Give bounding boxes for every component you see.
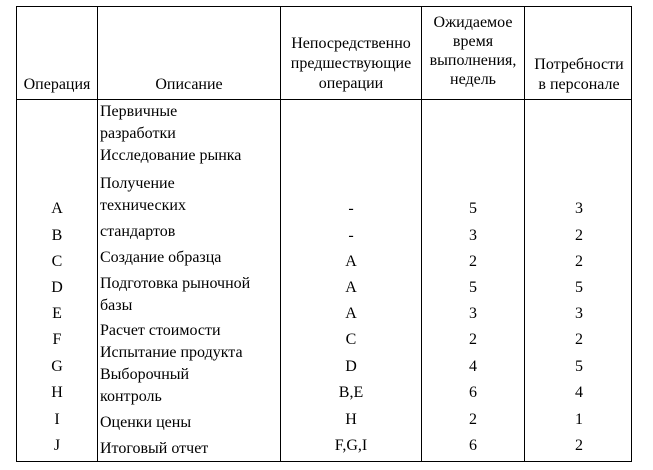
cell-time: 5 <box>469 279 477 296</box>
cell-time: 4 <box>469 358 477 375</box>
description-line: базы <box>100 297 133 314</box>
cell-staff: 2 <box>575 331 583 348</box>
header-predecessors <box>281 34 421 94</box>
table-row <box>17 383 633 405</box>
description-line: Итоговый отчет <box>100 440 209 457</box>
cell-op: A <box>51 200 63 217</box>
cell-pred: A <box>345 305 357 322</box>
description-line: Выборочный <box>100 366 190 383</box>
cell-op: D <box>51 279 63 296</box>
cell-pred: F,G,I <box>334 437 368 454</box>
description-line: Испытание продукта <box>100 344 243 361</box>
description-line: стандартов <box>100 223 176 240</box>
cell-op: B <box>51 227 63 244</box>
description-line: Получение <box>100 175 175 192</box>
cell-staff: 2 <box>575 227 583 244</box>
description-line: Подготовка рыночной <box>100 275 251 292</box>
header-predecessors-line: операции <box>318 75 384 92</box>
cell-staff: 5 <box>575 279 583 296</box>
cell-time: 6 <box>469 384 477 401</box>
description-line: Первичные <box>100 103 178 120</box>
cell-op: E <box>52 305 62 322</box>
cell-op: I <box>54 411 60 428</box>
cell-time: 6 <box>469 437 477 454</box>
cell-staff: 2 <box>575 437 583 454</box>
header-staff-line: Потребности <box>534 56 624 73</box>
cell-pred: A <box>345 279 357 296</box>
description-line: Исследование рынка <box>100 147 242 164</box>
description-line: разработки <box>100 125 176 142</box>
description-line: Создание образца <box>100 249 222 266</box>
cell-staff: 4 <box>575 384 583 401</box>
cell-staff: 3 <box>575 200 583 217</box>
cell-pred: - <box>348 200 354 217</box>
cell-time: 2 <box>469 331 477 348</box>
description-line: Оценки цены <box>100 414 192 431</box>
cell-time: 2 <box>469 411 477 428</box>
cell-pred: - <box>348 227 354 244</box>
header-time-line: выполнения, <box>429 52 517 69</box>
table-row <box>17 226 633 248</box>
cell-pred: A <box>345 253 357 270</box>
header-time-line: время <box>452 33 494 50</box>
header-expected-time <box>422 13 524 89</box>
table-row <box>17 357 633 379</box>
table-row <box>17 304 633 326</box>
header-description: Описание <box>155 76 223 93</box>
cell-staff: 1 <box>575 411 583 428</box>
table-row <box>17 278 633 300</box>
table-row <box>17 199 633 221</box>
cell-staff: 2 <box>575 253 583 270</box>
cell-pred: H <box>345 411 357 428</box>
cell-time: 5 <box>469 200 477 217</box>
cell-time: 3 <box>469 305 477 322</box>
cell-op: C <box>51 253 63 270</box>
header-time-line: недель <box>450 71 496 88</box>
cell-pred: B,E <box>338 384 364 401</box>
table-row <box>17 436 633 458</box>
operations-table <box>16 6 632 462</box>
cell-op: H <box>51 384 63 401</box>
cell-pred: D <box>345 358 357 375</box>
description-line: Расчет стоимости <box>100 322 221 339</box>
header-operation: Операция <box>23 76 91 93</box>
cell-staff: 5 <box>575 358 583 375</box>
cell-staff: 3 <box>575 305 583 322</box>
description-line: контроль <box>100 388 162 405</box>
cell-time: 2 <box>469 253 477 270</box>
cell-op: G <box>51 358 63 375</box>
table-row <box>17 252 633 274</box>
table-row <box>17 410 633 432</box>
header-predecessors-line: Непосредственно <box>291 35 411 52</box>
cell-time: 3 <box>469 227 477 244</box>
header-staff-line: в персонале <box>538 76 620 93</box>
header-divider <box>17 99 631 100</box>
cell-pred: C <box>345 331 357 348</box>
header-time-line: Ожидаемое <box>433 14 513 31</box>
table-row <box>17 330 633 352</box>
cell-op: J <box>53 437 61 454</box>
cell-op: F <box>52 331 62 348</box>
header-staff-needs <box>525 55 633 95</box>
header-predecessors-line: предшествующие <box>290 55 412 72</box>
description-line: технических <box>100 197 186 214</box>
